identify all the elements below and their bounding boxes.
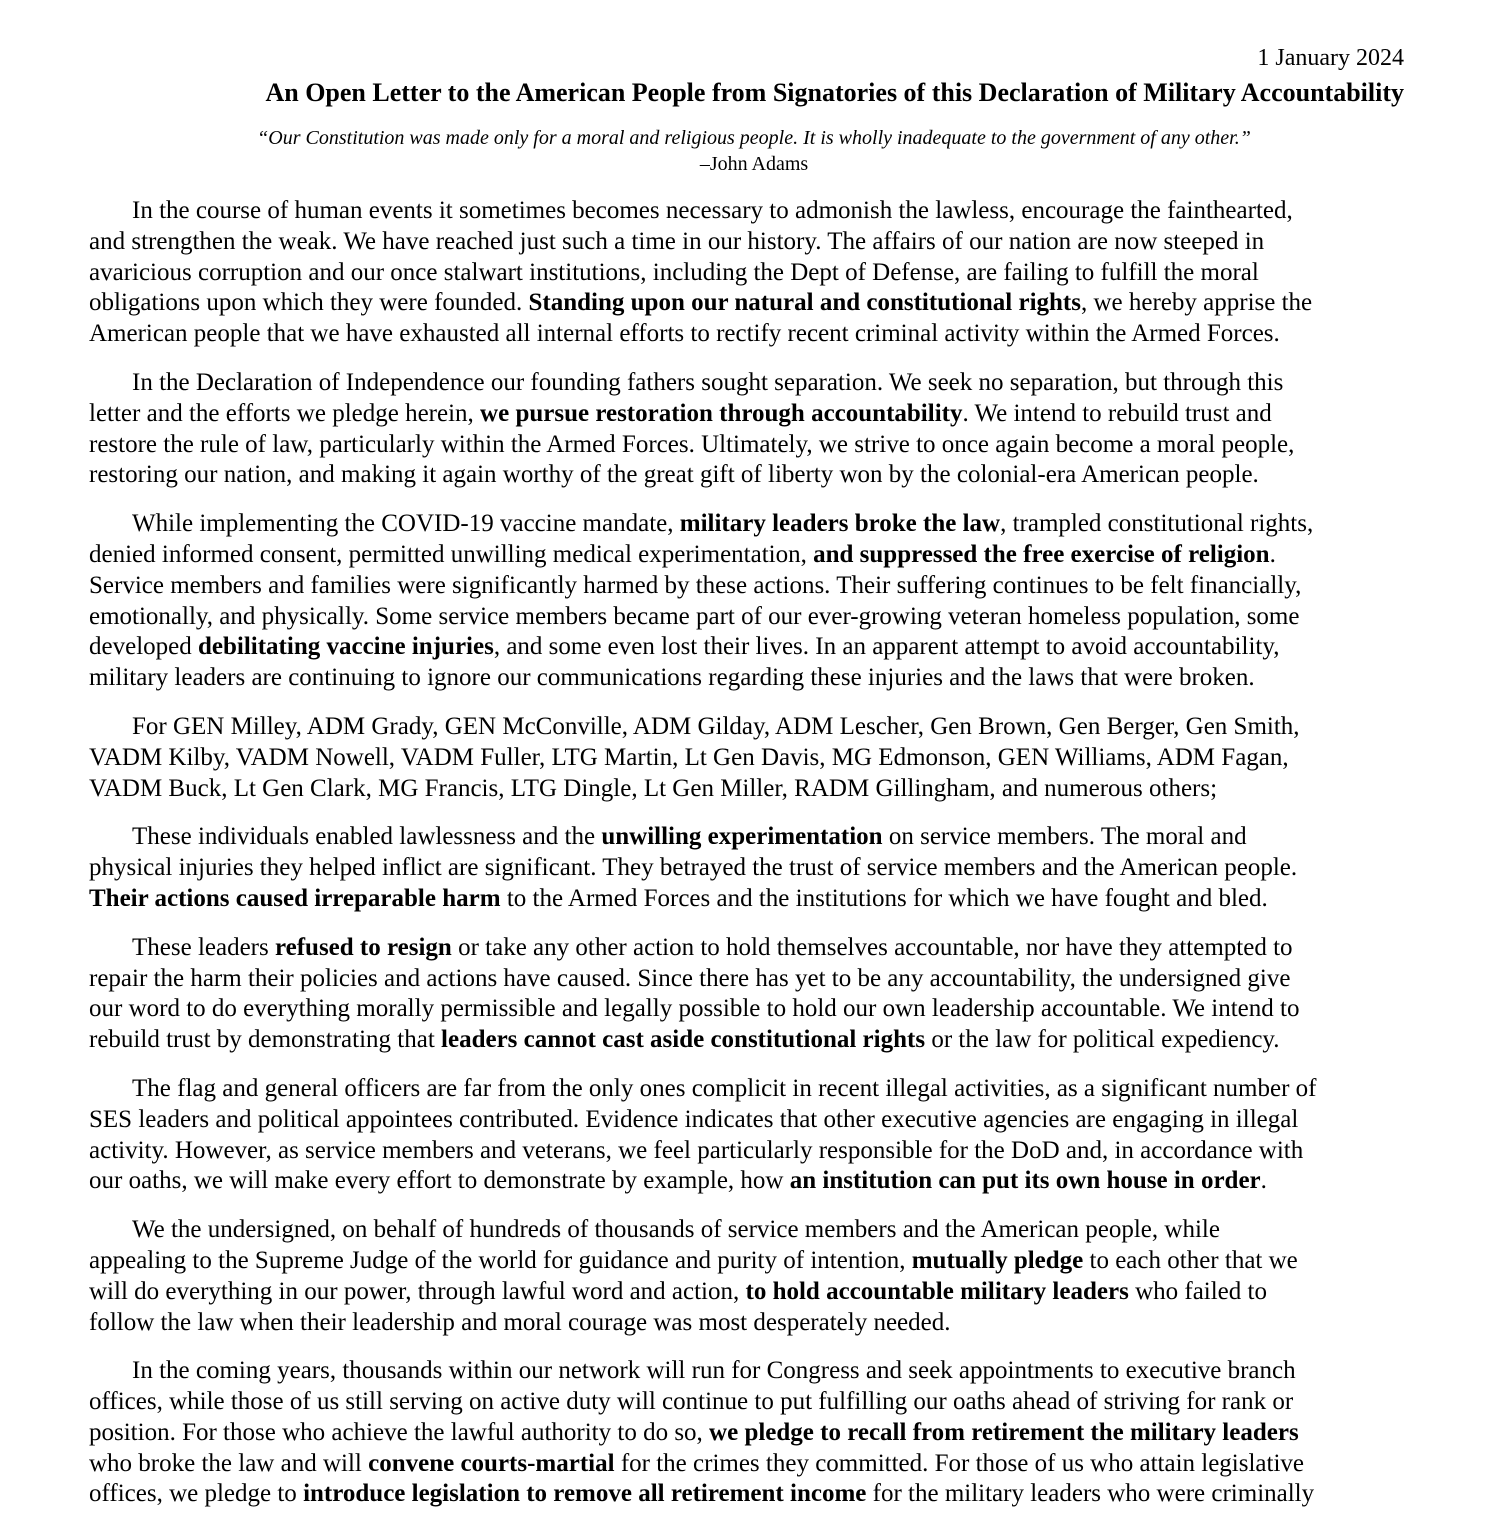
text-line <box>89 712 1429 743</box>
text-line <box>89 258 1429 289</box>
text-line <box>89 1074 1429 1105</box>
text-segment: activity. However, as service members and veterans, we feel particularly responsible for the DoD and, in accordance with <box>89 1136 1304 1164</box>
text-segment: to the Armed Forces and the institutions for which we have fought and bled. <box>500 884 1268 912</box>
text-line <box>89 994 1429 1025</box>
emphasized-text: military leaders broke the law <box>679 510 1001 538</box>
text-segment: or the law for political expediency. <box>925 1026 1280 1054</box>
text-line <box>89 743 1429 774</box>
text-segment: American people that we have exhausted all internal efforts to rectify recent criminal activity within the Armed Forces. <box>89 320 1280 348</box>
text-line <box>89 964 1429 995</box>
emphasized-text: refused to resign <box>274 933 452 961</box>
text-segment: For GEN Milley, ADM Grady, GEN McConville, ADM Gilday, ADM Lescher, Gen Brown, Gen Berger, Gen Smith, <box>132 712 1300 740</box>
text-line <box>89 509 1429 540</box>
text-segment: physical injuries they helped inflict are significant. They betrayed the trust of service members and the American people. <box>89 854 1298 882</box>
emphasized-text: unwilling experimentation <box>601 823 883 851</box>
text-segment: letter and the efforts we pledge herein, <box>89 399 481 427</box>
text-segment: restore the rule of law, particularly within the Armed Forces. Ultimately, we strive to once again become a moral people, <box>89 430 1295 458</box>
text-segment: our oaths, we will make every effort to demonstrate by example, how <box>89 1167 790 1195</box>
text-segment: for the military leaders who were criminally <box>866 1480 1315 1508</box>
text-line <box>89 227 1429 258</box>
text-line <box>89 399 1429 430</box>
paragraph <box>89 509 1429 694</box>
text-segment: VADM Buck, Lt Gen Clark, MG Francis, LTG Dingle, Lt Gen Miller, RADM Gillingham, and numerous others; <box>89 774 1218 802</box>
emphasized-text: mutually pledge <box>911 1246 1084 1274</box>
text-line <box>89 460 1429 491</box>
text-segment: offices, while those of us still serving on active duty will continue to put fulfilling our oaths ahead of striving for rank or <box>89 1388 1294 1416</box>
text-segment: offices, we pledge to <box>89 1480 304 1508</box>
emphasized-text: we pursue restoration through accountability <box>480 399 963 427</box>
text-segment: on service members. The moral and <box>882 823 1247 851</box>
paragraph <box>89 712 1429 804</box>
text-line <box>89 1308 1429 1339</box>
letter-body <box>89 196 1429 1528</box>
emphasized-text: and suppressed the free exercise of religion <box>813 540 1270 568</box>
text-segment: We the undersigned, on behalf of hundreds of thousands of service members and the American people, while <box>132 1216 1220 1244</box>
paragraph <box>89 368 1429 491</box>
text-segment: , trampled constitutional rights, <box>1000 510 1314 538</box>
text-segment: SES leaders and political appointees contributed. Evidence indicates that other executive agencies are engaging in illegal <box>89 1105 1299 1133</box>
text-segment: , we hereby apprise the <box>1080 289 1313 317</box>
text-line <box>89 1136 1429 1167</box>
emphasized-text: we pledge to recall from retirement the military leaders <box>709 1418 1299 1446</box>
text-line <box>89 1277 1429 1308</box>
emphasized-text: convene courts-martial <box>368 1449 615 1477</box>
text-segment: follow the law when their leadership and moral courage was most desperately needed. <box>89 1308 951 1336</box>
text-segment: In the course of human events it sometimes becomes necessary to admonish the lawless, encourage the fainthearted, <box>132 197 1293 224</box>
emphasized-text: introduce legislation to remove all retirement income <box>303 1480 867 1508</box>
text-segment: . <box>1260 1167 1267 1195</box>
text-segment: will do everything in our power, through lawful word and action, <box>89 1277 746 1305</box>
text-segment: emotionally, and physically. Some service members became part of our ever-growing veteran homeless population, some <box>89 602 1300 630</box>
emphasized-text: an institution can put its own house in order <box>789 1167 1261 1195</box>
text-line <box>89 196 1429 227</box>
text-line <box>89 632 1429 663</box>
text-segment: repair the harm their policies and actions have caused. Since there has yet to be any accountability, the undersigned give <box>89 964 1291 992</box>
text-line <box>89 368 1429 399</box>
paragraph <box>89 822 1429 914</box>
text-segment: rebuild trust by demonstrating that <box>89 1026 442 1054</box>
text-line <box>89 1418 1429 1449</box>
text-segment: position. For those who achieve the lawful authority to do so, <box>89 1418 710 1446</box>
text-segment: denied informed consent, permitted unwilling medical experimentation, <box>89 540 814 568</box>
text-segment: appealing to the Supreme Judge of the world for guidance and purity of intention, <box>89 1246 912 1274</box>
paragraph <box>89 1215 1429 1338</box>
text-line <box>89 1356 1429 1387</box>
text-line <box>89 663 1429 694</box>
epigraph-attribution: –John Adams <box>699 153 809 175</box>
text-line <box>89 430 1429 461</box>
text-segment: for the crimes they committed. For those of us who attain legislative <box>614 1449 1305 1477</box>
text-segment: Service members and families were significantly harmed by these actions. Their suffering continues to be felt financially, <box>89 571 1302 599</box>
text-segment: obligations upon which they were founded. <box>89 289 529 317</box>
text-line <box>89 288 1429 319</box>
emphasized-text: leaders cannot cast aside constitutional rights <box>441 1026 926 1054</box>
text-line <box>89 1387 1429 1418</box>
paragraph <box>89 1356 1429 1510</box>
text-line <box>89 774 1429 805</box>
text-segment: In the coming years, thousands within our network will run for Congress and seek appointments to executive branch <box>132 1357 1296 1385</box>
text-segment: restoring our nation, and making it again worthy of the great gift of liberty won by the colonial-era American people. <box>89 461 1259 489</box>
text-segment: who broke the law and will <box>89 1449 369 1477</box>
text-line <box>89 540 1429 571</box>
text-segment: military leaders are continuing to ignore our communications regarding these injuries and the laws that were broken. <box>89 664 1255 692</box>
text-line <box>89 571 1429 602</box>
text-segment: our word to do everything morally permissible and legally possible to hold our own leadership accountable. We intend to <box>89 995 1300 1023</box>
text-segment: In the Declaration of Independence our founding fathers sought separation. We seek no separation, but through this <box>132 368 1284 396</box>
text-line <box>89 822 1429 853</box>
letter-date: 1 January 2024 <box>1257 45 1404 71</box>
paragraph <box>89 1074 1429 1197</box>
emphasized-text: to hold accountable military leaders <box>745 1277 1129 1305</box>
emphasized-text: Their actions caused irreparable harm <box>89 884 501 912</box>
text-segment: and strengthen the weak. We have reached just such a time in our history. The affairs of our nation are now steeped in <box>89 227 1265 255</box>
paragraph <box>89 933 1429 1056</box>
text-line <box>89 884 1429 915</box>
text-line <box>89 1025 1429 1056</box>
epigraph-quote: “Our Constitution was made only for a moral and religious people. It is wholly inadequate to the government of any other.” <box>257 127 1251 149</box>
emphasized-text: debilitating vaccine injuries <box>197 633 494 661</box>
text-segment: to each other that we <box>1083 1246 1298 1274</box>
paragraph <box>89 196 1429 350</box>
text-segment: The flag and general officers are far from the only ones complicit in recent illegal activities, as a significant number of <box>132 1074 1317 1102</box>
text-segment: avaricious corruption and our once stalwart institutions, including the Dept of Defense, are failing to fulfill the moral <box>89 258 1259 286</box>
text-line <box>89 1105 1429 1136</box>
text-segment: . <box>1269 540 1276 568</box>
text-line <box>89 602 1429 633</box>
text-line <box>89 1449 1429 1480</box>
text-line <box>89 1215 1429 1246</box>
text-segment: VADM Kilby, VADM Nowell, VADM Fuller, LTG Martin, Lt Gen Davis, MG Edmonson, GEN Williams, ADM Fagan, <box>89 743 1289 771</box>
letter-title: An Open Letter to the American People from Signatories of this Declaration of Military Accountability <box>265 78 1404 107</box>
text-segment: While implementing the COVID-19 vaccine mandate, <box>132 510 680 538</box>
text-line <box>89 1479 1429 1510</box>
emphasized-text: Standing upon our natural and constitutional rights <box>528 289 1081 317</box>
text-segment: These individuals enabled lawlessness and the <box>132 823 602 851</box>
text-segment: , and some even lost their lives. In an apparent attempt to avoid accountability, <box>493 633 1280 661</box>
text-segment: developed <box>89 633 198 661</box>
text-line <box>89 1246 1429 1277</box>
text-line <box>89 853 1429 884</box>
text-segment: who failed to <box>1128 1277 1267 1305</box>
text-segment: . We intend to rebuild trust and <box>962 399 1272 427</box>
text-line <box>89 1166 1429 1197</box>
text-line <box>89 319 1429 350</box>
text-segment: These leaders <box>132 933 275 961</box>
text-line <box>89 933 1429 964</box>
text-segment: or take any other action to hold themselves accountable, nor have they attempted to <box>451 933 1293 961</box>
